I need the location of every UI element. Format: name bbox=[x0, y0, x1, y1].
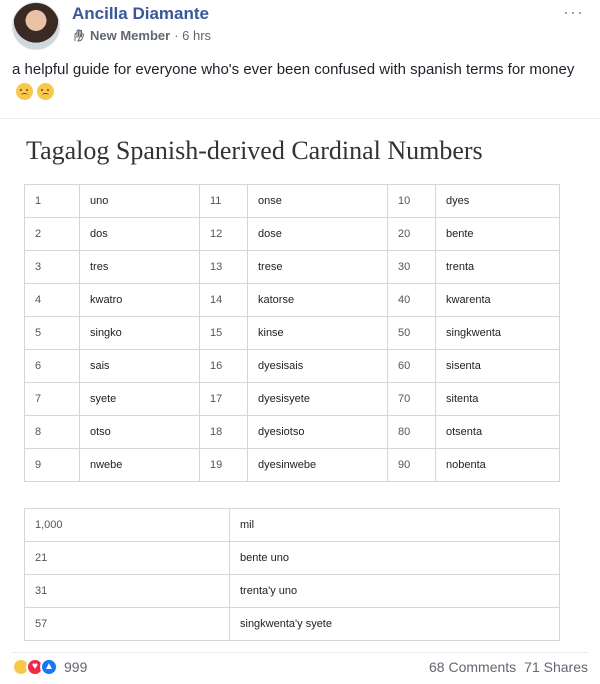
number-cell: 1 bbox=[25, 185, 80, 218]
word-cell: trenta'y uno bbox=[230, 575, 560, 608]
post-footer bbox=[12, 652, 588, 680]
table-row bbox=[25, 185, 560, 218]
post-time[interactable]: · 6 hrs bbox=[174, 28, 212, 43]
number-cell: 57 bbox=[25, 608, 230, 641]
table-row bbox=[25, 575, 560, 608]
table-row bbox=[25, 509, 560, 542]
number-cell: 70 bbox=[388, 383, 436, 416]
post-body: a helpful guide for everyone who's ever been confused with spanish terms for money bbox=[12, 61, 575, 78]
word-cell: singko bbox=[80, 317, 200, 350]
word-cell: dyesisyete bbox=[248, 383, 388, 416]
number-cell: 2 bbox=[25, 218, 80, 251]
word-cell: trenta bbox=[436, 251, 560, 284]
word-cell: dyes bbox=[436, 185, 560, 218]
number-cell: 60 bbox=[388, 350, 436, 383]
number-cell: 1,000 bbox=[25, 509, 230, 542]
avatar[interactable] bbox=[12, 2, 60, 50]
compound-numbers-table bbox=[24, 508, 560, 641]
number-cell: 16 bbox=[200, 350, 248, 383]
number-cell: 6 bbox=[25, 350, 80, 383]
sad-emoji-icon bbox=[16, 83, 33, 100]
word-cell: onse bbox=[248, 185, 388, 218]
number-cell: 12 bbox=[200, 218, 248, 251]
number-cell: 90 bbox=[388, 449, 436, 482]
shares-count[interactable]: 71 Shares bbox=[524, 658, 588, 675]
comments-count[interactable]: 68 Comments bbox=[429, 658, 517, 675]
number-cell: 20 bbox=[388, 218, 436, 251]
word-cell: mil bbox=[230, 509, 560, 542]
reactions[interactable] bbox=[12, 658, 87, 676]
number-cell: 4 bbox=[25, 284, 80, 317]
post-text bbox=[12, 58, 588, 104]
like-reaction-icon: ▲ bbox=[40, 658, 58, 676]
wave-icon bbox=[72, 29, 86, 43]
table-row bbox=[25, 251, 560, 284]
number-cell: 21 bbox=[25, 542, 230, 575]
word-cell: nwebe bbox=[80, 449, 200, 482]
word-cell: dyesiotso bbox=[248, 416, 388, 449]
number-cell: 18 bbox=[200, 416, 248, 449]
number-cell: 8 bbox=[25, 416, 80, 449]
author-name[interactable]: Ancilla Diamante bbox=[72, 4, 209, 23]
word-cell: dyesinwebe bbox=[248, 449, 388, 482]
table-row bbox=[25, 542, 560, 575]
reaction-count[interactable]: 999 bbox=[64, 658, 88, 675]
word-cell: kinse bbox=[248, 317, 388, 350]
number-cell: 13 bbox=[200, 251, 248, 284]
table-row bbox=[25, 383, 560, 416]
image-title: Tagalog Spanish-derived Cardinal Numbers bbox=[26, 136, 483, 165]
word-cell: otso bbox=[80, 416, 200, 449]
table-row bbox=[25, 350, 560, 383]
word-cell: singkwenta bbox=[436, 317, 560, 350]
word-cell: syete bbox=[80, 383, 200, 416]
table-row bbox=[25, 416, 560, 449]
word-cell: nobenta bbox=[436, 449, 560, 482]
table-row bbox=[25, 284, 560, 317]
number-cell: 9 bbox=[25, 449, 80, 482]
number-cell: 14 bbox=[200, 284, 248, 317]
word-cell: sais bbox=[80, 350, 200, 383]
word-cell: sitenta bbox=[436, 383, 560, 416]
word-cell: otsenta bbox=[436, 416, 560, 449]
word-cell: dose bbox=[248, 218, 388, 251]
word-cell: tres bbox=[80, 251, 200, 284]
number-cell: 3 bbox=[25, 251, 80, 284]
number-cell: 11 bbox=[200, 185, 248, 218]
number-cell: 17 bbox=[200, 383, 248, 416]
number-cell: 10 bbox=[388, 185, 436, 218]
number-cell: 7 bbox=[25, 383, 80, 416]
word-cell: sisenta bbox=[436, 350, 560, 383]
love-reaction-icon: ♥ bbox=[26, 658, 44, 676]
word-cell: dyesisais bbox=[248, 350, 388, 383]
number-cell: 15 bbox=[200, 317, 248, 350]
number-cell: 30 bbox=[388, 251, 436, 284]
word-cell: bente bbox=[436, 218, 560, 251]
number-cell: 80 bbox=[388, 416, 436, 449]
number-cell: 50 bbox=[388, 317, 436, 350]
word-cell: uno bbox=[80, 185, 200, 218]
cardinal-numbers-table bbox=[24, 184, 560, 482]
table-row bbox=[25, 218, 560, 251]
word-cell: bente uno bbox=[230, 542, 560, 575]
word-cell: kwarenta bbox=[436, 284, 560, 317]
post-meta bbox=[72, 28, 211, 43]
number-cell: 19 bbox=[200, 449, 248, 482]
word-cell: singkwenta'y syete bbox=[230, 608, 560, 641]
word-cell: dos bbox=[80, 218, 200, 251]
member-badge: New Member bbox=[90, 28, 171, 43]
number-cell: 5 bbox=[25, 317, 80, 350]
word-cell: kwatro bbox=[80, 284, 200, 317]
word-cell: katorse bbox=[248, 284, 388, 317]
number-cell: 31 bbox=[25, 575, 230, 608]
number-cell: 40 bbox=[388, 284, 436, 317]
sad-emoji-icon bbox=[37, 83, 54, 100]
table-row bbox=[25, 317, 560, 350]
word-cell: trese bbox=[248, 251, 388, 284]
table-row bbox=[25, 608, 560, 641]
more-options-icon[interactable]: ··· bbox=[563, 2, 584, 22]
table-row bbox=[25, 449, 560, 482]
post-header bbox=[12, 0, 588, 52]
